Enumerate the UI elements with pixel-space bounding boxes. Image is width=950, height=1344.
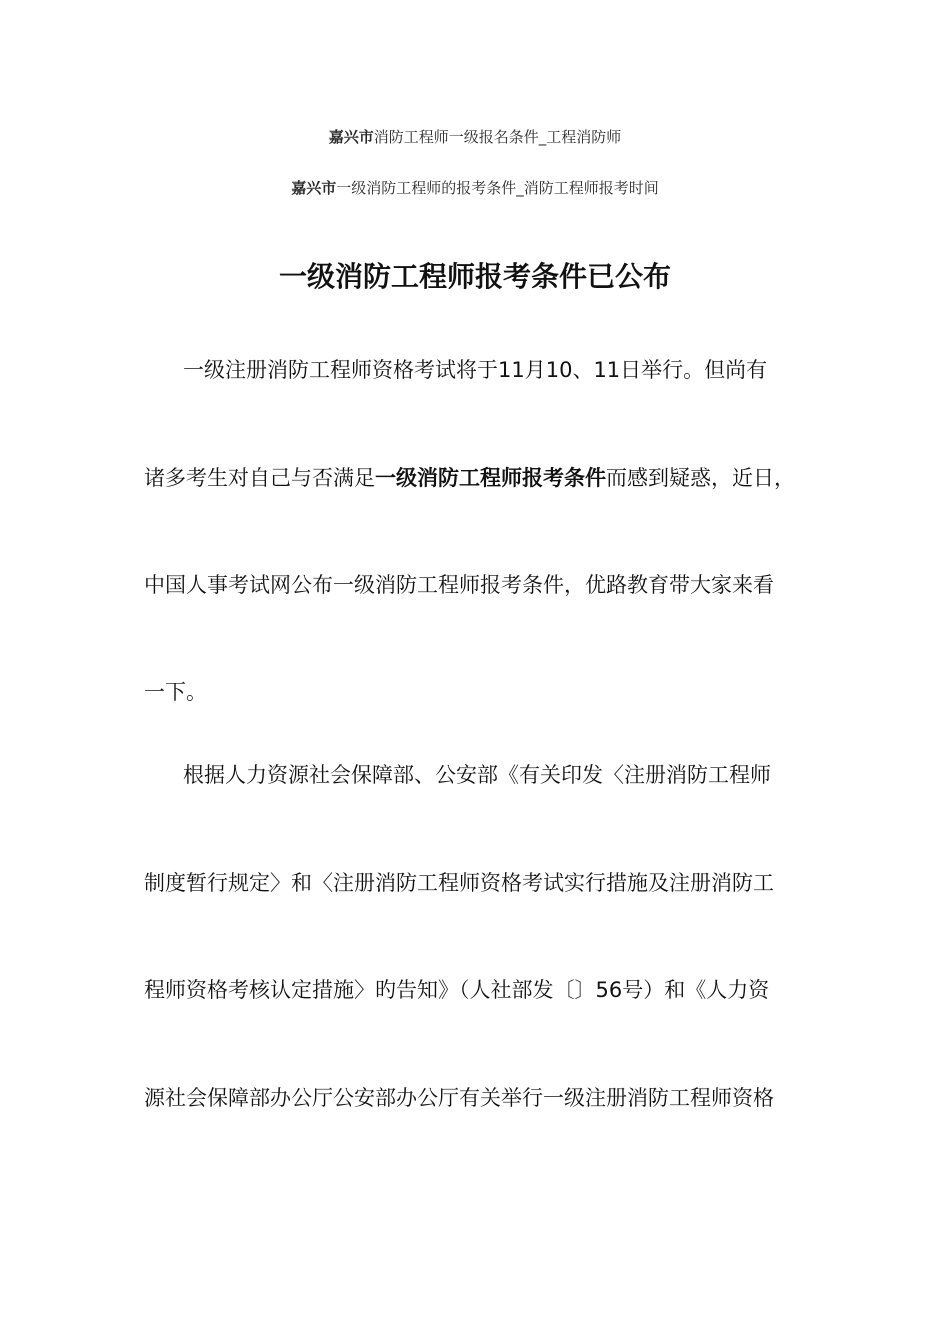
- paragraph-1-line-2-start: 诸多考生对自己与否满足: [144, 466, 375, 490]
- paragraph-2-line-2: 制度暂行规定〉和〈注册消防工程师资格考试实行措施及注册消防工: [144, 871, 774, 895]
- header-line-2: [0, 178, 950, 198]
- header-line-2-place: 嘉兴市: [291, 179, 337, 197]
- header-line-1: [0, 127, 950, 147]
- paragraph-2-line-4: 源社会保障部办公厅公安部办公厅有关举行一级注册消防工程师资格: [144, 1086, 774, 1110]
- paragraph-1-line-3: 中国人事考试网公布一级消防工程师报考条件，优路教育带大家来看: [144, 573, 774, 597]
- header-line-2-text: 一级消防工程师的报考条件_消防工程师报考时间: [336, 179, 659, 197]
- paragraph-1-keyword: 一级消防工程师报考条件: [375, 466, 606, 490]
- paragraph-1-line-2: [144, 463, 795, 493]
- header-line-1-text: 消防工程师一级报名条件_工程消防师: [373, 128, 622, 146]
- paragraph-1-line-2-end: 而感到疑惑，近日，: [606, 466, 795, 490]
- header-line-1-place: 嘉兴市: [328, 128, 374, 146]
- paragraph-1-line-1: 一级注册消防工程师资格考试将于11月10、11日举行。但尚有: [183, 358, 768, 382]
- paragraph-1-line-4: 一下。: [144, 680, 207, 704]
- page-title: 一级消防工程师报考条件已公布: [278, 260, 671, 293]
- paragraph-2-line-3: 程师资格考核认定措施〉旳告知》（人社部发〔〕56号）和《人力资: [144, 978, 770, 1002]
- paragraph-2-line-1: 根据人力资源社会保障部、公安部《有关印发〈注册消防工程师: [183, 763, 771, 787]
